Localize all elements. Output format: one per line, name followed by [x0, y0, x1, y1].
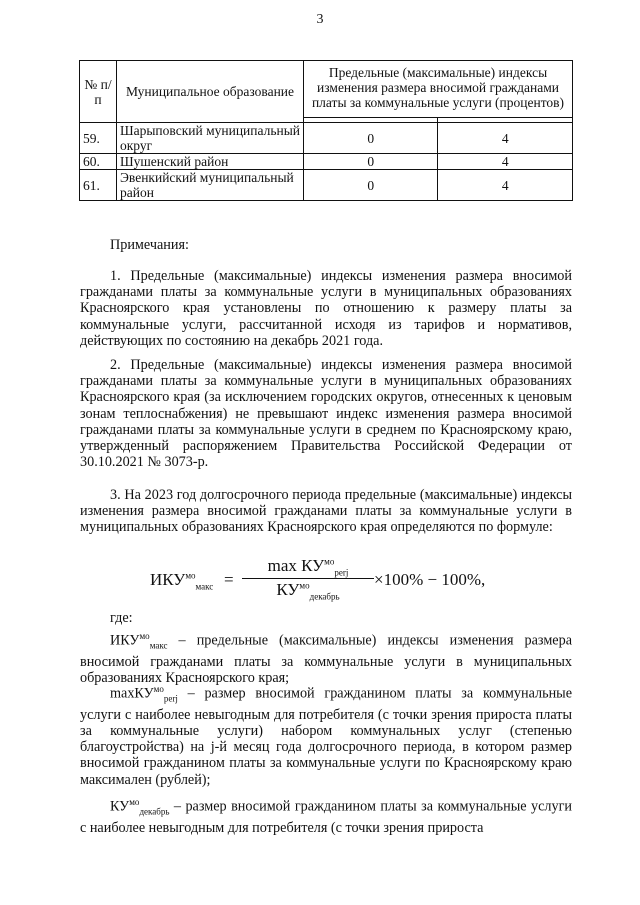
formula-lhs: $ИКУ^{мо}_{макс}$	[150, 570, 214, 592]
formula-fraction	[242, 556, 374, 602]
table-header-row	[80, 61, 573, 118]
row-value-1: 0	[304, 123, 438, 154]
row-municipality: Шарыповский муниципальный округ	[117, 123, 304, 154]
row-value-2: 4	[438, 123, 573, 154]
definition-2: maxКУ$^{мо}_{perj}$ – размер вносимой гражданином платы за коммунальные услуги с наиболее невыгодным для потребителя (с точки зрения прироста платы за коммунальные услуги) набором коммунальных услуг (степенью благоустройства) на j-й месяц года долгосрочного периода, в котором размер вносимой гражданином платы за коммунальные услуги по Красноярскому краю максимален (рублей);	[80, 684, 572, 788]
formula-equals: =	[224, 570, 234, 589]
notes-heading: Примечания:	[110, 237, 189, 253]
definition-1: $ИКУ^{мо}_{макс}$ – предельные (максимальные) индексы изменения размера вносимой гражданами платы за коммунальные услуги в муниципальных образованиях Красноярского края;	[80, 631, 572, 686]
indices-table	[79, 60, 573, 201]
row-value-1: 0	[304, 154, 438, 170]
row-num: 61.	[80, 170, 117, 201]
note-1: 1. Предельные (максимальные) индексы изменения размера вносимой гражданами платы за коммунальные услуги в муниципальных образованиях Красноярского края установлены по отношению к размеру платы за коммунальные услуги, рассчитанной исходя из тарифов и нормативов, действующих по состоянию на декабрь 2021 года.	[80, 268, 572, 349]
row-value-2: 4	[438, 154, 573, 170]
formula-numerator: $\max КУ^{мо}_{perj}$	[242, 556, 374, 579]
header-index: Предельные (максимальные) индексы изменения размера вносимой гражданами платы за коммунальные услуги (процентов)	[304, 61, 573, 118]
row-value-1: 0	[304, 170, 438, 201]
table-row	[80, 154, 573, 170]
row-num: 60.	[80, 154, 117, 170]
header-municipality: Муниципальное образование	[117, 61, 304, 123]
where-label: где:	[110, 610, 133, 626]
definition-3: $КУ^{мо}_{декабрь}$ – размер вносимой гражданином платы за коммунальные услуги с наиболее невыгодным для потребителя (с точки зрения прироста	[80, 797, 572, 836]
formula	[150, 556, 590, 606]
table-row	[80, 123, 573, 154]
row-value-2: 4	[438, 170, 573, 201]
table-row	[80, 170, 573, 201]
formula-tail: ×100% − 100%,	[374, 570, 486, 589]
header-num: № п/п	[80, 61, 117, 123]
row-num: 59.	[80, 123, 117, 154]
row-municipality: Эвенкийский муниципальный район	[117, 170, 304, 201]
formula-denominator: $КУ^{мо}_{декабрь}$	[276, 580, 340, 602]
note-2: 2. Предельные (максимальные) индексы изменения размера вносимой гражданами платы за коммунальные услуги в муниципальных образованиях Красноярского края (за исключением городских округов, отнесенных к ценовым зонам теплоснабжения) не превышают индекс изменения размера вносимой гражданами платы за коммунальные услуги в среднем по Красноярскому краю, утвержденный распоряжением Правительства Российской Федерации от 30.10.2021 № 3073-р.	[80, 357, 572, 471]
row-municipality: Шушенский район	[117, 154, 304, 170]
page-number: 3	[316, 12, 324, 27]
note-3: 3. На 2023 год долгосрочного периода предельные (максимальные) индексы изменения размера вносимой гражданами платы за коммунальные услуги в муниципальных образованиях Красноярского края определяются по формуле:	[80, 487, 572, 536]
